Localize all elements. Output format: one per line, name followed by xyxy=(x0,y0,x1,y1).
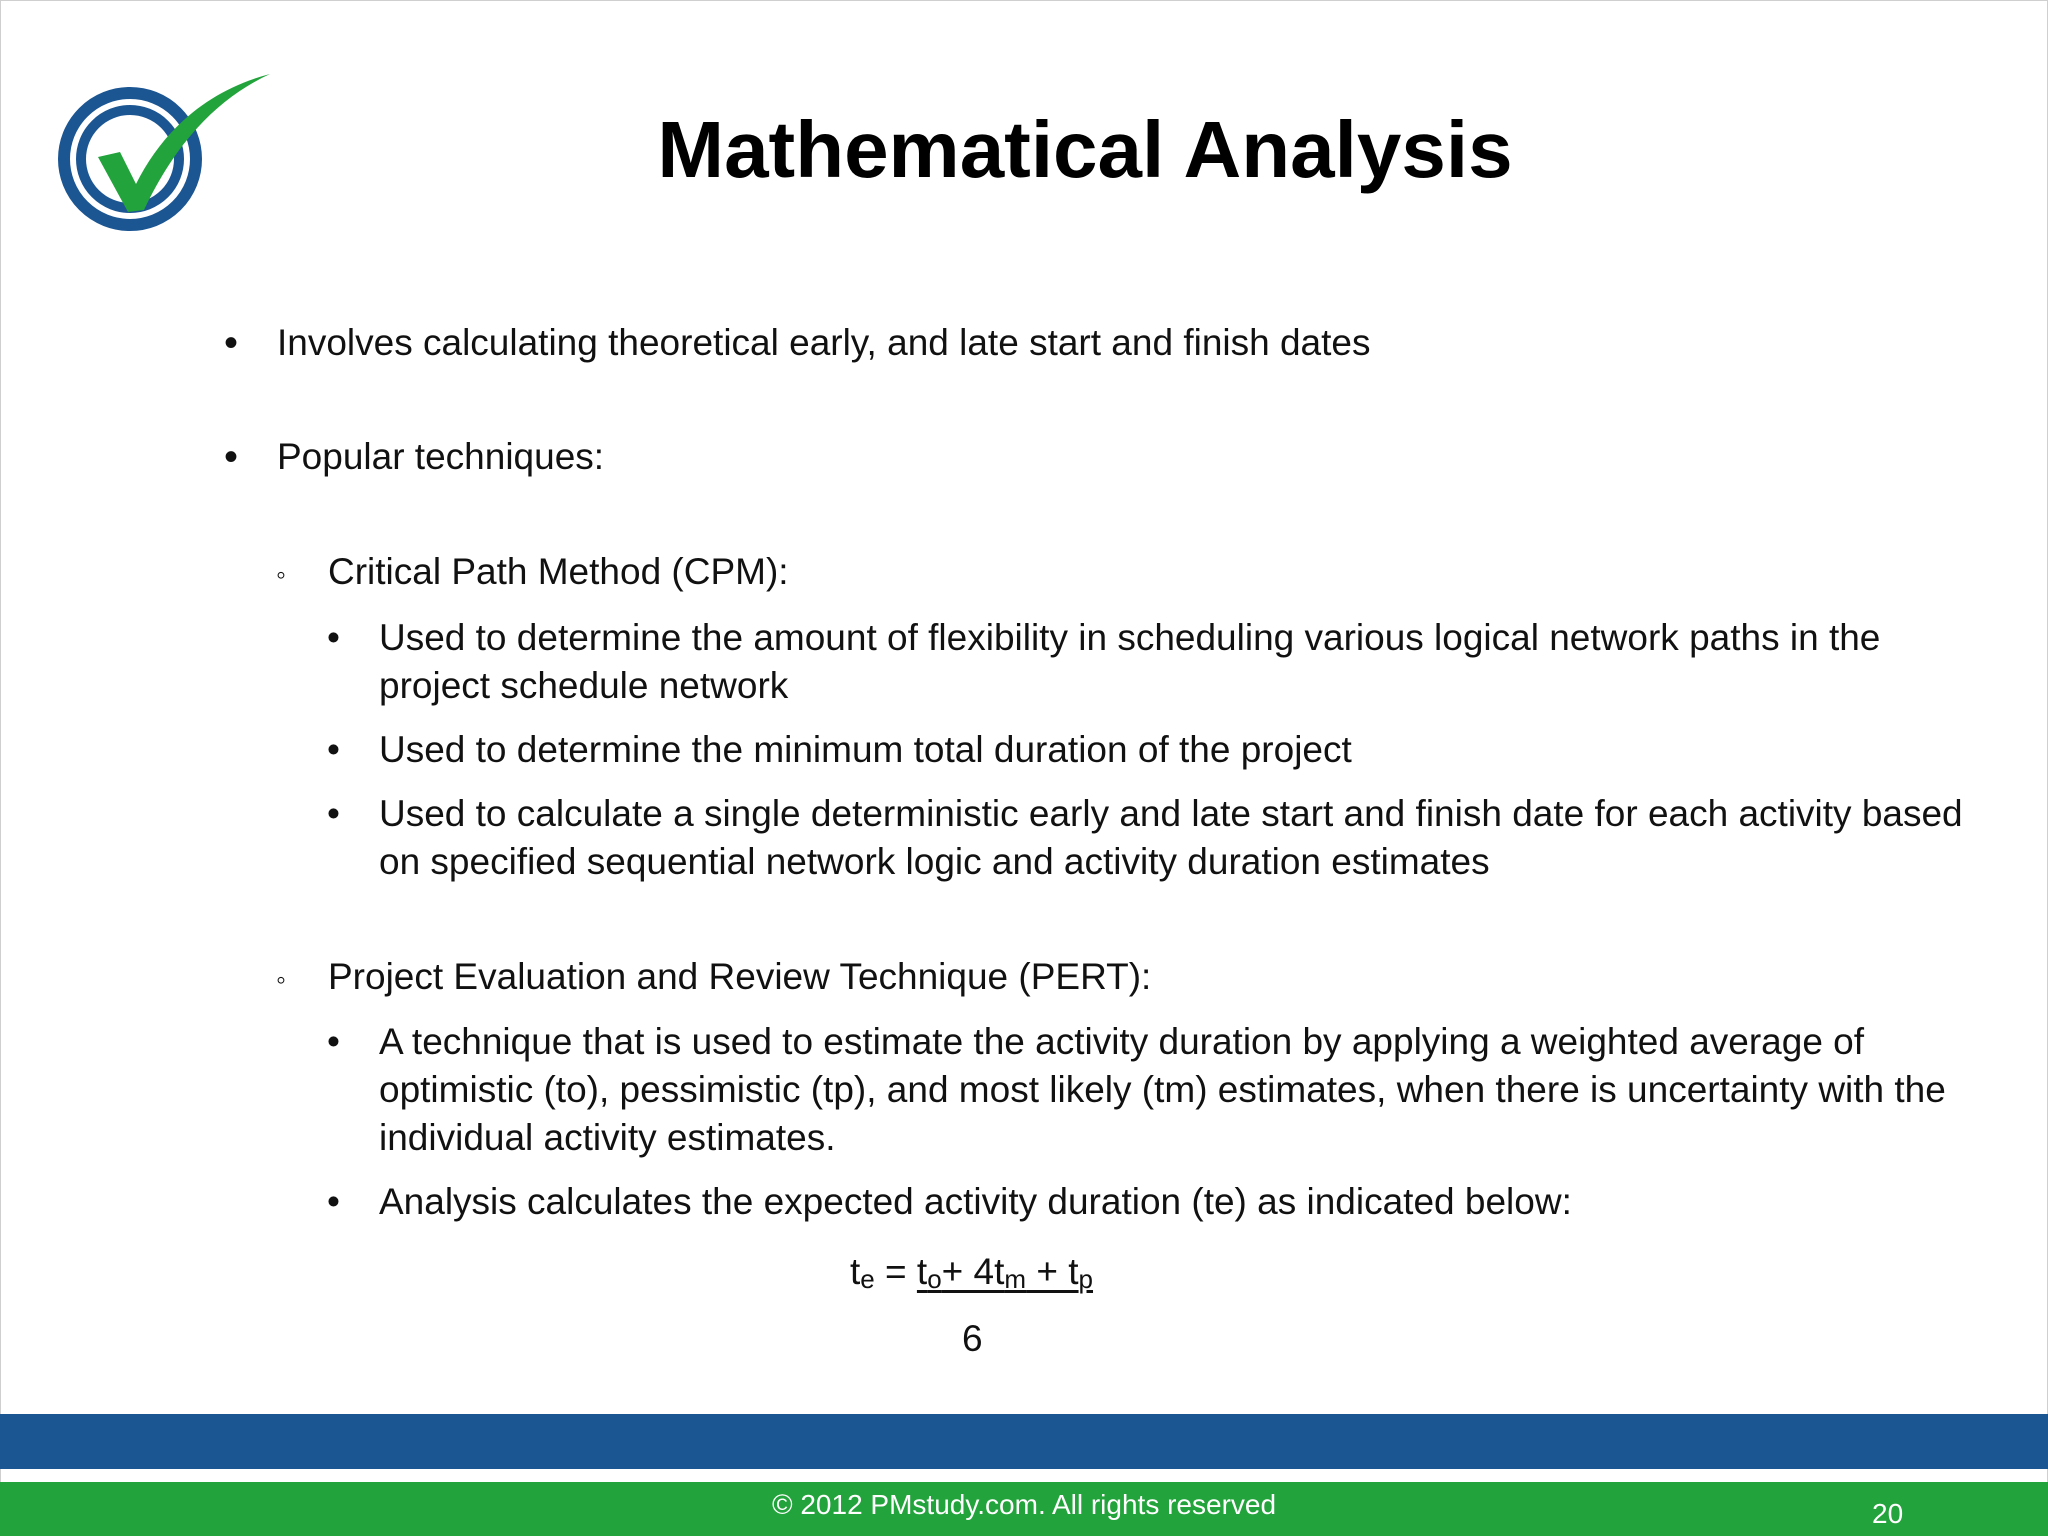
pert-heading: Project Evaluation and Review Technique (PERT): xyxy=(328,956,1152,997)
formula-denominator: 6 xyxy=(962,1318,983,1359)
sub-sub-bullet-marker: • xyxy=(327,617,340,658)
sub-sub-bullet-marker: • xyxy=(327,729,340,770)
cpm-heading: Critical Path Method (CPM): xyxy=(328,551,789,592)
formula-plus-4t: + 4t xyxy=(941,1251,1005,1292)
formula-sub-m: m xyxy=(1004,1264,1027,1294)
sub-sub-bullet-marker: • xyxy=(327,1181,340,1222)
sub-bullet-marker: ◦ xyxy=(276,964,286,995)
formula-t: t xyxy=(850,1251,861,1292)
formula-t-o: t xyxy=(916,1251,928,1292)
checkmark-circle-logo-icon xyxy=(58,72,273,232)
footer-blue-band xyxy=(0,1414,2048,1469)
bullet-popular-techniques: Popular techniques: xyxy=(277,436,605,477)
formula-sub-p: p xyxy=(1078,1264,1094,1294)
sub-sub-bullet-marker: • xyxy=(327,1021,340,1062)
sub-sub-bullet-marker: • xyxy=(327,793,340,834)
formula-numerator xyxy=(917,1251,1093,1292)
footer-copyright: © 2012 PMstudy.com. All rights reserved xyxy=(771,1489,1277,1520)
cpm-point-deterministic-dates: Used to calculate a single deterministic early and late start and finish date for each activity based on specified sequential network logic and activity duration estimates xyxy=(379,793,1963,882)
bullet-marker: • xyxy=(224,321,239,365)
bullet-marker: • xyxy=(224,435,239,479)
formula-sub-e: e xyxy=(860,1264,875,1294)
pert-point-weighted-average: A technique that is used to estimate the activity duration by applying a weighted average of optimistic (to), pessimistic (tp), and most likely (tm) estimates, when there is uncertainty with the individual activity estimates. xyxy=(379,1021,1946,1158)
sub-bullet-marker: ◦ xyxy=(276,559,286,590)
pert-formula xyxy=(850,1248,1093,1303)
cpm-point-flexibility: Used to determine the amount of flexibility in scheduling various logical network paths in the project schedule network xyxy=(379,617,1881,706)
formula-sub-o: o xyxy=(927,1264,942,1294)
cpm-point-minimum-duration: Used to determine the minimum total duration of the project xyxy=(379,729,1352,770)
slide-title: Mathematical Analysis xyxy=(657,105,1513,194)
formula-plus-t: + t xyxy=(1026,1251,1079,1292)
page-number: 20 xyxy=(1872,1498,1904,1529)
pert-point-expected-duration: Analysis calculates the expected activity duration (te) as indicated below: xyxy=(379,1181,1572,1222)
formula-equals: = xyxy=(874,1251,917,1292)
bullet-involves-calculating: Involves calculating theoretical early, and late start and finish dates xyxy=(277,322,1371,363)
